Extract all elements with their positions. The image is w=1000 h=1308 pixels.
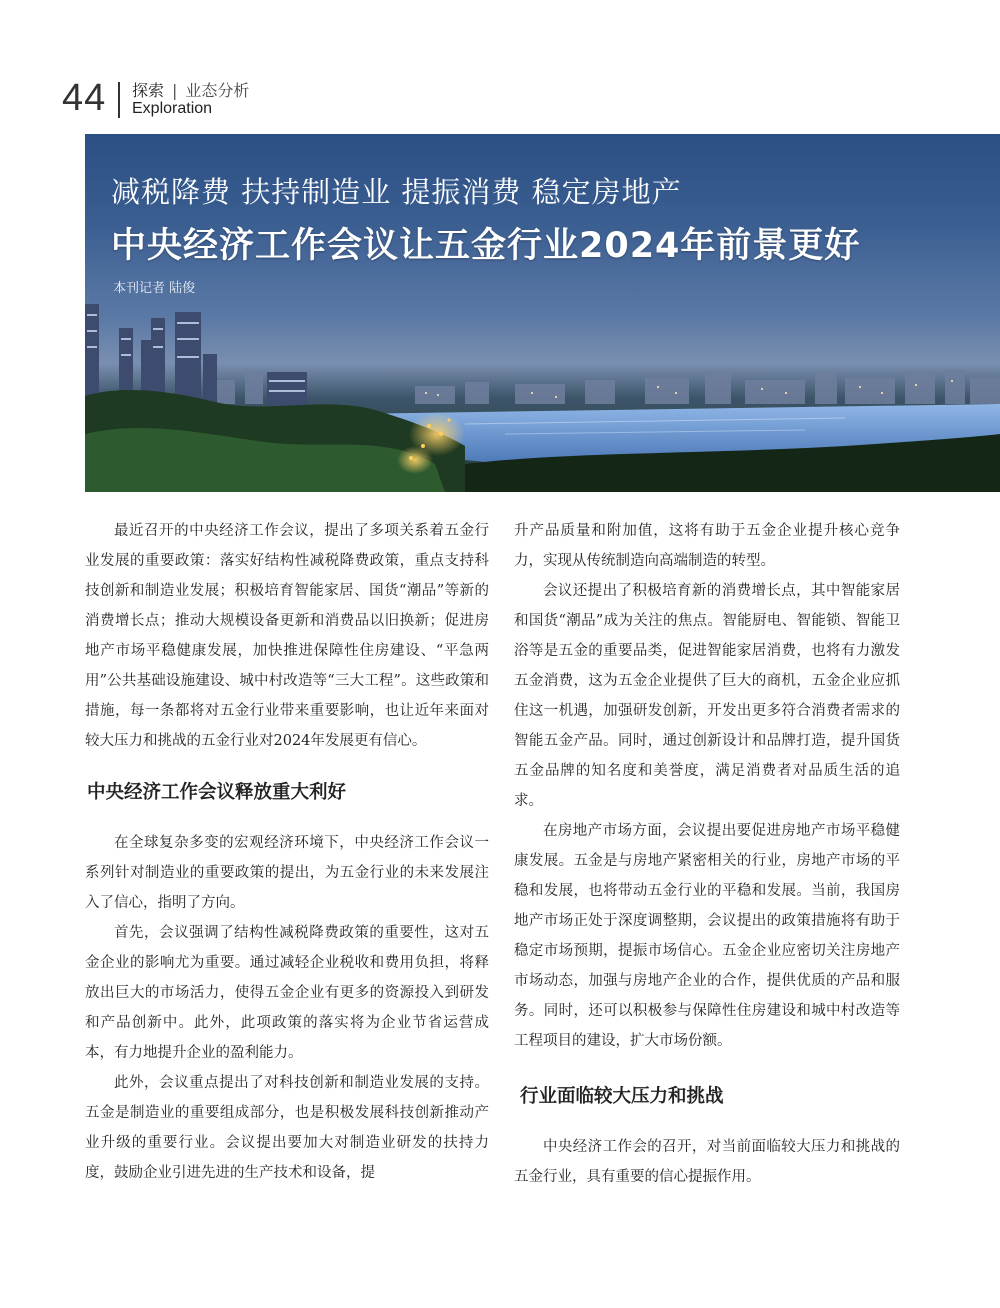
paragraph-continued: 升产品质量和附加值，这将有助于五金企业提升核心竞争力，实现从传统制造向高端制造的转型。 — [514, 523, 900, 569]
section-separator: | — [172, 81, 178, 100]
section-heading: 行业面临较大压力和挑战 — [520, 1086, 724, 1107]
section-label — [132, 78, 249, 101]
paragraph: 会议还提出了积极培育新的消费增长点，其中智能家居和国货“潮品”成为关注的焦点。智能厨电、智能锁、智能卫浴等是五金的重要品类，促进智能家居消费，也将有力激发五金消费，这为五金企业提供了巨大的商机，五金企业应抓住这一机遇，加强研发创新，开发出更多符合消费者需求的智能五金产品。同时，通过创新设计和品牌打造，提升国货五金品牌的知名度和美誉度，满足消费者对品质生活的追求。 — [514, 583, 900, 809]
hero-kicker: 减税降费 扶持制造业 提振消费 稳定房地产 — [111, 175, 682, 209]
hero-banner — [85, 134, 1000, 492]
paragraph: 在房地产市场方面，会议提出要促进房地产市场平稳健康发展。五金是与房地产紧密相关的行业，房地产市场的平稳和发展，也将带动五金行业的平稳和发展。当前，我国房地产市场正处于深度调整期，会议提出的政策措施将有助于稳定市场预期，提振市场信心。五金企业应密切关注房地产市场动态，加强与房地产企业的合作，提供优质的产品和服务。同时，还可以积极参与保障性住房建设和城中村改造等工程项目的建设，扩大市场份额。 — [514, 823, 900, 1049]
paragraph: 中央经济工作会的召开，对当前面临较大压力和挑战的五金行业，具有重要的信心提振作用。 — [514, 1139, 900, 1185]
page-number: 44 — [62, 77, 107, 119]
section-name: 探索 — [132, 81, 165, 100]
right-column — [514, 516, 900, 1192]
header-divider — [118, 82, 120, 118]
byline: 本刊记者 陆俊 — [113, 281, 196, 296]
paragraph: 首先，会议强调了结构性减税降费政策的重要性，这对五金企业的影响尤为重要。通过减轻企业税收和费用负担，将释放出巨大的市场活力，使得五金企业有更多的资源投入到研发和产品创新中。此外，此项政策的落实将为企业节省运营成本，有力地提升企业的盈利能力。 — [85, 925, 489, 1061]
paragraph: 此外，会议重点提出了对科技创新和制造业发展的支持。五金是制造业的重要组成部分，也是积极发展科技创新推动产业升级的重要行业。会议提出要加大对制造业研发的扶持力度，鼓励企业引进先进的生产技术和设备，提 — [85, 1075, 489, 1181]
section-heading: 中央经济工作会议释放重大利好 — [87, 782, 347, 803]
subsection-name: 业态分析 — [185, 81, 250, 100]
paragraph: 最近召开的中央经济工作会议，提出了多项关系着五金行业发展的重要政策：落实好结构性减税降费政策，重点支持科技创新和制造业发展；积极培育智能家居、国货“潮品”等新的消费增长点；推动大规模设备更新和消费品以旧换新；促进房地产市场平稳健康发展，加快推进保障性住房建设、“平急两用”公共基础设施建设、城中村改造等“三大工程”。这些政策和措施，每一条都将对五金行业带来重要影响，也让近年来面对较大压力和挑战的五金行业对2024年发展更有信心。 — [85, 523, 489, 749]
section-english: Exploration — [132, 100, 213, 117]
left-column — [85, 516, 489, 1188]
paragraph: 在全球复杂多变的宏观经济环境下，中央经济工作会议一系列针对制造业的重要政策的提出，为五金行业的未来发展注入了信心，指明了方向。 — [85, 835, 489, 911]
article-title: 中央经济工作会议让五金行业2024年前景更好 — [111, 226, 861, 266]
